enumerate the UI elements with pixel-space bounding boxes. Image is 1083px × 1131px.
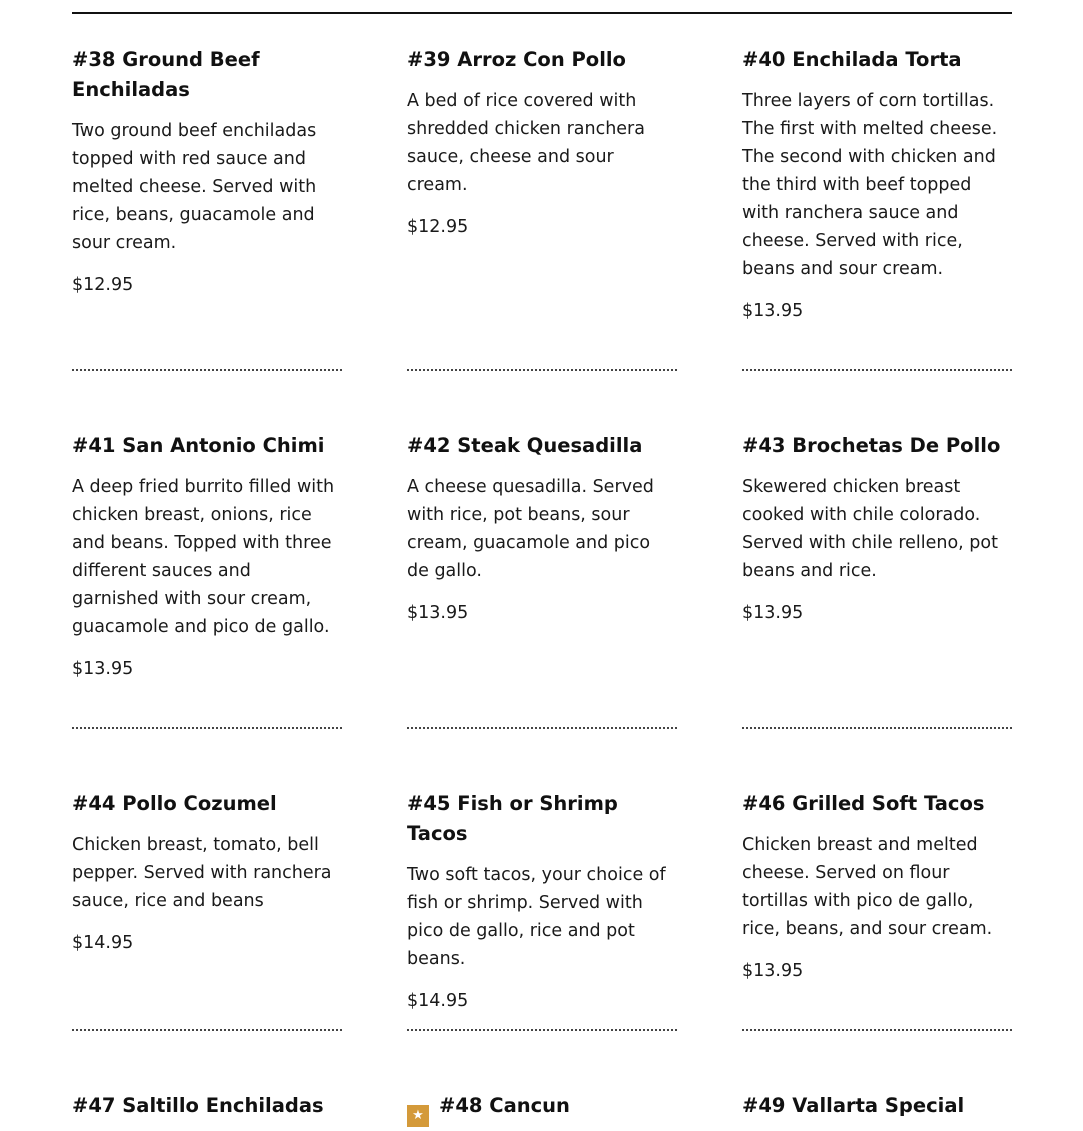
item-description: Chicken breast and melted cheese. Served on flour tortillas with pico de gallo, rice, beans, and sour cream. [742, 835, 993, 939]
menu-row [72, 789, 1012, 1091]
menu-item-40 [742, 45, 1012, 431]
top-rule [72, 12, 1012, 14]
menu-item-46 [742, 789, 1012, 1091]
item-title: #45 Fish or Shrimp Tacos [407, 792, 618, 845]
menu-item-49 [742, 1091, 1012, 1131]
menu-item-48 [407, 1091, 677, 1131]
menu-row [72, 431, 1012, 789]
item-description: A deep fried burrito filled with chicken breast, onions, rice and beans. Topped with three different sauces and garnished with sour cream, guacamole and pico de gallo. [72, 477, 335, 637]
dotted-divider [407, 727, 677, 729]
dotted-divider [407, 369, 677, 371]
item-title: #46 Grilled Soft Tacos [742, 792, 985, 815]
menu-item-38 [72, 45, 342, 431]
item-title: #47 Saltillo Enchiladas [72, 1094, 324, 1117]
menu-item-42 [407, 431, 677, 789]
item-price: $14.95 [407, 991, 469, 1011]
item-price: $13.95 [72, 659, 134, 679]
menu-item-39 [407, 45, 677, 431]
dotted-divider [407, 1029, 677, 1031]
item-price: $12.95 [72, 275, 134, 295]
item-price: $13.95 [742, 603, 804, 623]
item-price: $13.95 [407, 603, 469, 623]
item-title: #42 Steak Quesadilla [407, 434, 643, 457]
item-description: Chicken breast, tomato, bell pepper. Served with ranchera sauce, rice and beans [72, 835, 332, 911]
menu-item-44 [72, 789, 342, 1091]
item-title: #49 Vallarta Special [742, 1094, 965, 1117]
item-title: #48 Cancun [439, 1094, 570, 1117]
item-description: A cheese quesadilla. Served with rice, pot beans, sour cream, guacamole and pico de gallo. [407, 477, 654, 581]
item-title: #38 Ground Beef Enchiladas [72, 48, 260, 101]
dotted-divider [72, 1029, 342, 1031]
item-title: #41 San Antonio Chimi [72, 434, 325, 457]
item-price: $13.95 [742, 961, 804, 981]
menu-row [72, 1091, 1012, 1131]
item-description: Three layers of corn tortillas. The first with melted cheese. The second with chicken and the third with beef topped with ranchera sauce and cheese. Served with rice, beans and sour cream. [742, 91, 998, 279]
item-price: $13.95 [742, 301, 804, 321]
dotted-divider [742, 369, 1012, 371]
menu-item-45 [407, 789, 677, 1091]
item-title-wrap [407, 1091, 677, 1127]
item-title: #39 Arroz Con Pollo [407, 48, 626, 71]
menu-row [72, 45, 1012, 431]
menu-item-41 [72, 431, 342, 789]
dotted-divider [742, 1029, 1012, 1031]
dotted-divider [72, 727, 342, 729]
item-description: A bed of rice covered with shredded chicken ranchera sauce, cheese and sour cream. [407, 91, 645, 195]
menu-grid [72, 45, 1012, 1131]
item-price: $12.95 [407, 217, 469, 237]
star-icon: ★ [407, 1105, 429, 1127]
item-price: $14.95 [72, 933, 134, 953]
menu-item-47 [72, 1091, 342, 1131]
item-description: Skewered chicken breast cooked with chile colorado. Served with chile relleno, pot beans and rice. [742, 477, 998, 581]
menu-item-43 [742, 431, 1012, 789]
item-title: #40 Enchilada Torta [742, 48, 962, 71]
item-title: #44 Pollo Cozumel [72, 792, 277, 815]
item-title: #43 Brochetas De Pollo [742, 434, 1001, 457]
item-description: Two soft tacos, your choice of fish or shrimp. Served with pico de gallo, rice and pot beans. [407, 865, 666, 969]
dotted-divider [72, 369, 342, 371]
item-description: Two ground beef enchiladas topped with red sauce and melted cheese. Served with rice, beans, guacamole and sour cream. [72, 121, 317, 253]
dotted-divider [742, 727, 1012, 729]
